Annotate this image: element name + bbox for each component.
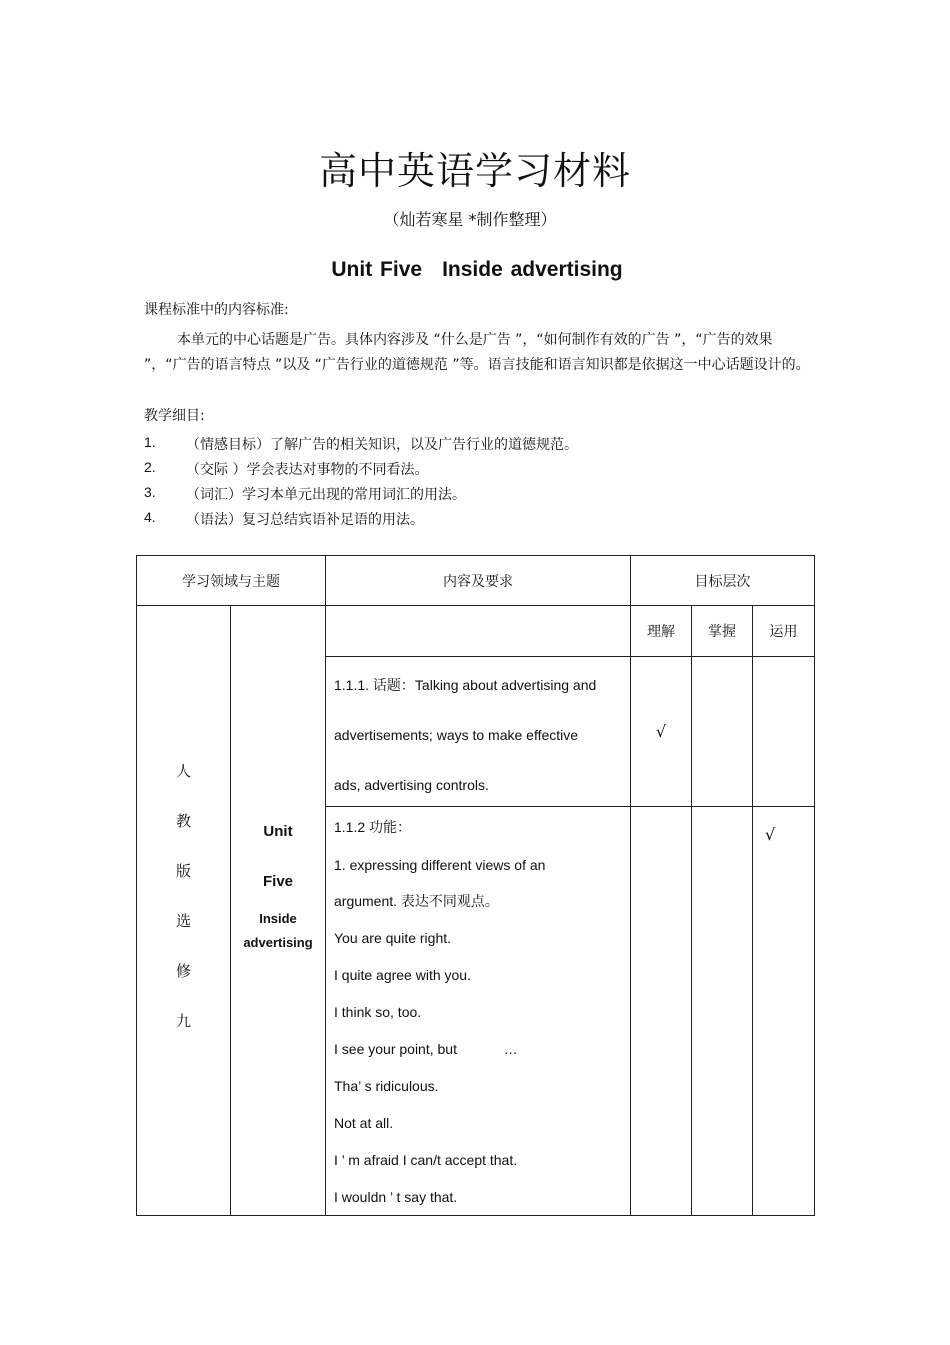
header-domain: 学习领域与主题	[137, 556, 326, 606]
unit-number: Five	[262, 872, 293, 890]
unit-topic-line: advertising	[243, 934, 313, 950]
understand-check: √	[631, 657, 692, 807]
unit-topic-line: Inside	[259, 910, 297, 926]
item-number: 1.	[144, 434, 156, 450]
header-content: 内容及要求	[326, 556, 631, 606]
item-number: 2.	[144, 459, 156, 475]
apply-check: √	[753, 807, 815, 1216]
function-content-cell	[326, 807, 631, 1216]
content-line: ads, advertising controls.	[334, 776, 489, 793]
item-number: 4.	[144, 509, 156, 525]
book-char: 版	[175, 861, 191, 880]
item-number: 3.	[144, 484, 156, 500]
book-char: 九	[175, 1011, 191, 1030]
unit-label: Unit Five	[331, 258, 423, 281]
level-master: 掌握	[692, 606, 753, 657]
book-char: 修	[175, 961, 191, 980]
book-char: 人	[175, 761, 191, 780]
topic-content-cell	[326, 657, 631, 807]
content-line: argument. 表达不同观点。	[334, 893, 499, 909]
level-understand: 理解	[631, 606, 692, 657]
unit-heading	[0, 258, 950, 282]
page-title: 高中英语学习材料	[318, 149, 631, 193]
book-char: 选	[175, 911, 191, 930]
level-subheader-row	[137, 606, 815, 657]
content-line: I ’ m afraid I can/t accept that.	[334, 1152, 518, 1168]
master-check	[692, 807, 753, 1216]
header-level: 目标层次	[631, 556, 815, 606]
content-line: 1.1.1. 话题：Talking about advertising and	[334, 676, 597, 693]
standard-label: 课程标准中的内容标准:	[144, 302, 289, 318]
unit-cell	[231, 606, 326, 1216]
details-label: 教学细目:	[144, 408, 205, 424]
content-line: Tha’ s ridiculous.	[334, 1078, 439, 1094]
table-header-row	[137, 556, 815, 606]
empty-content-cell	[326, 606, 631, 657]
item-text: （语法）复习总结宾语补足语的用法。	[186, 512, 424, 528]
curriculum-table	[136, 555, 815, 1216]
content-line: I quite agree with you.	[334, 967, 471, 983]
content-line: I wouldn ’ t say that.	[334, 1189, 458, 1205]
unit-word: Unit	[263, 822, 293, 840]
content-line: I see your point, but …	[334, 1041, 518, 1057]
item-text: （交际 ）学会表达对事物的不同看法。	[186, 462, 429, 478]
content-line: You are quite right.	[334, 930, 452, 946]
content-line: advertisements; ways to make effective	[334, 726, 579, 743]
content-line: I think so, too.	[334, 1004, 422, 1020]
content-line: Not at all.	[334, 1115, 394, 1131]
understand-check	[631, 807, 692, 1216]
level-apply: 运用	[753, 606, 815, 657]
master-check	[692, 657, 753, 807]
item-text: （词汇）学习本单元出现的常用词汇的用法。	[186, 487, 466, 503]
unit-topic: Inside advertising	[442, 258, 623, 281]
book-cell	[137, 606, 231, 1216]
page-subtitle: （灿若寒星 *制作整理）	[383, 210, 557, 229]
item-text: （情感目标）了解广告的相关知识，以及广告行业的道德规范。	[186, 437, 578, 453]
apply-check	[753, 657, 815, 807]
book-char: 教	[175, 811, 191, 830]
intro-paragraph: 本单元的中心话题是广告。具体内容涉及 “什么是广告 ”，“如何制作有效的广告 ”，“广告的效果 ”，“广告的语言特点 ”以及 “广告行业的道德规范 ”等。语言技能和语言知识都是依据这一中心话题设计的。	[144, 332, 810, 373]
content-line: 1.1.2 功能：	[334, 819, 412, 835]
content-line: 1. expressing different views of an	[334, 857, 546, 873]
